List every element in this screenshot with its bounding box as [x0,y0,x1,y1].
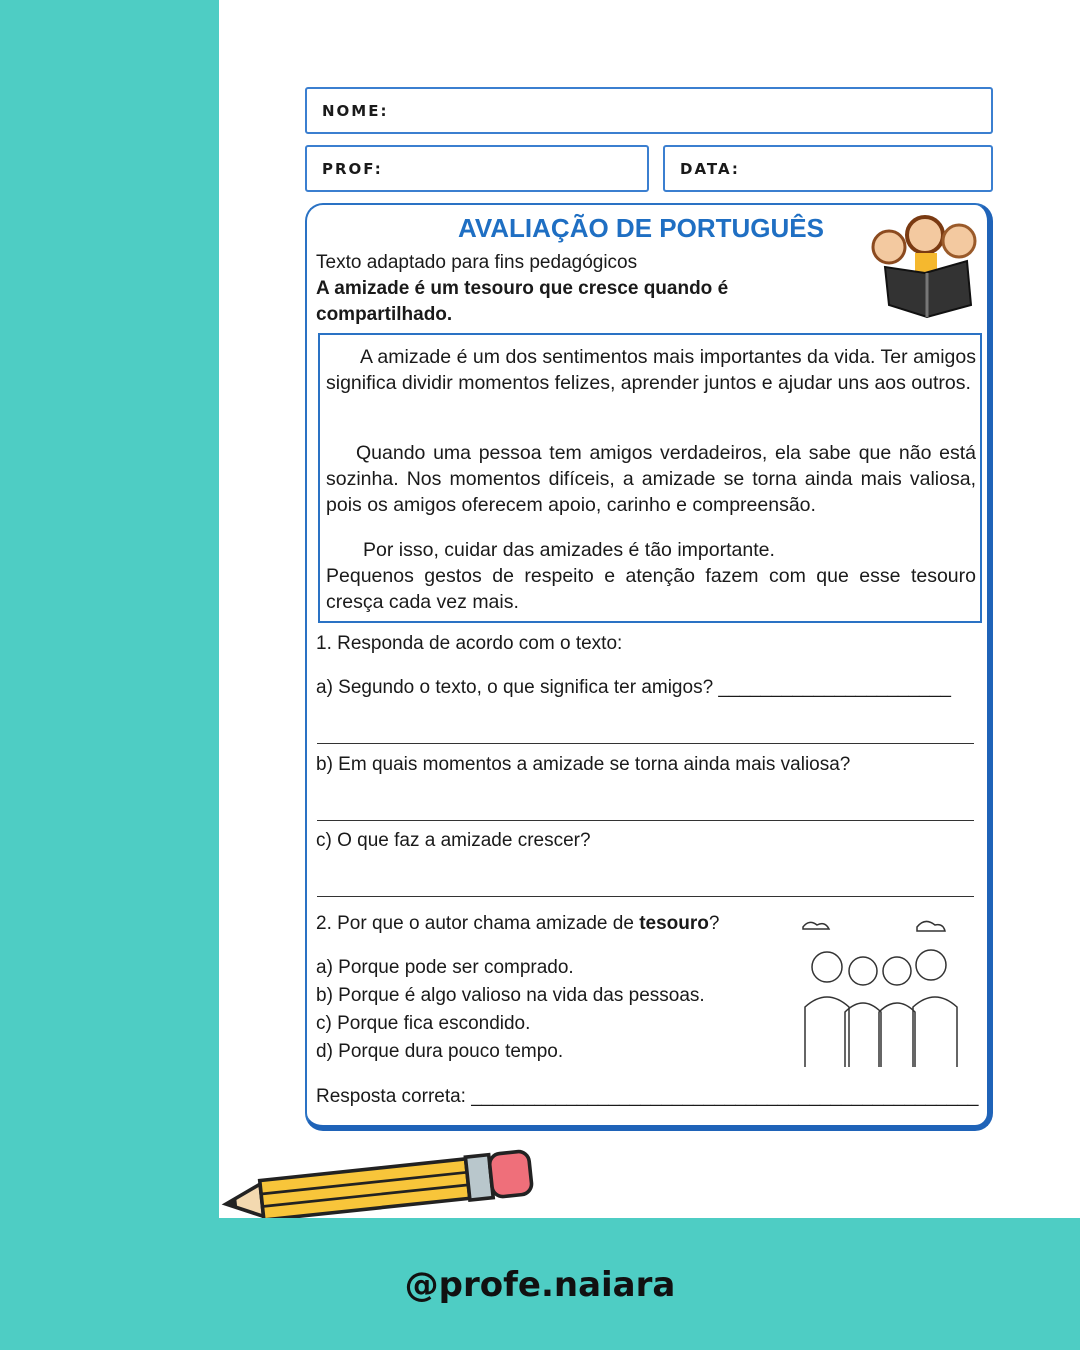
paragraph: Pequenos gestos de respeito e atenção fazem com que esse tesouro cresça cada vez mais. [326,565,976,613]
question-1c: c) O que faz a amizade crescer? [316,830,591,851]
reading-text-box [318,333,982,623]
data-field[interactable] [663,145,993,192]
option-c: c) Porque fica escondido. [316,1013,531,1034]
prof-field[interactable] [305,145,649,192]
nome-label: NOME: [322,101,389,120]
nome-field[interactable] [305,87,993,134]
text-title: A amizade é um tesouro que cresce quando é compartilhado. [316,278,729,325]
answer-line[interactable] [317,896,974,897]
subtitle: Texto adaptado para fins pedagógicos [316,252,638,273]
author-handle: @profe.naiara [404,1265,676,1305]
answer-prompt: Resposta correta: ________________________________________________ [316,1086,979,1107]
pencil-illustration [218,1138,638,1218]
friends-sketch-illustration [795,917,965,1077]
paragraph: A amizade é um dos sentimentos mais importantes da vida. Ter amigos significa dividir momentos felizes, aprender juntos e ajudar uns aos outros. [326,346,976,394]
kids-reading-book-illustration [867,209,985,319]
question-1: 1. Responda de acordo com o texto: [316,633,623,654]
answer-line[interactable] [317,820,974,821]
option-b: b) Porque é algo valioso na vida das pessoas. [316,985,705,1006]
data-label: DATA: [680,159,740,178]
page-title: AVALIAÇÃO DE PORTUGUÊS [458,213,824,243]
paragraph: Por isso, cuidar das amizades é tão importante. [363,539,775,561]
answer-line[interactable] [317,743,974,744]
question-1b: b) Em quais momentos a amizade se torna ainda mais valiosa? [316,754,851,775]
question-1a: a) Segundo o texto, o que significa ter amigos? ______________________ [316,677,951,698]
option-a: a) Porque pode ser comprado. [316,957,574,978]
paragraph: Quando uma pessoa tem amigos verdadeiros, ela sabe que não está sozinha. Nos momentos difíceis, a amizade se torna ainda mais valiosa, pois os amigos oferecem apoio, carinho e compreensão. [326,442,976,516]
option-d: d) Porque dura pouco tempo. [316,1041,564,1062]
prof-label: PROF: [322,159,383,178]
question-2: 2. Por que o autor chama amizade de tesouro? [316,913,720,934]
exam-card [305,203,993,1131]
